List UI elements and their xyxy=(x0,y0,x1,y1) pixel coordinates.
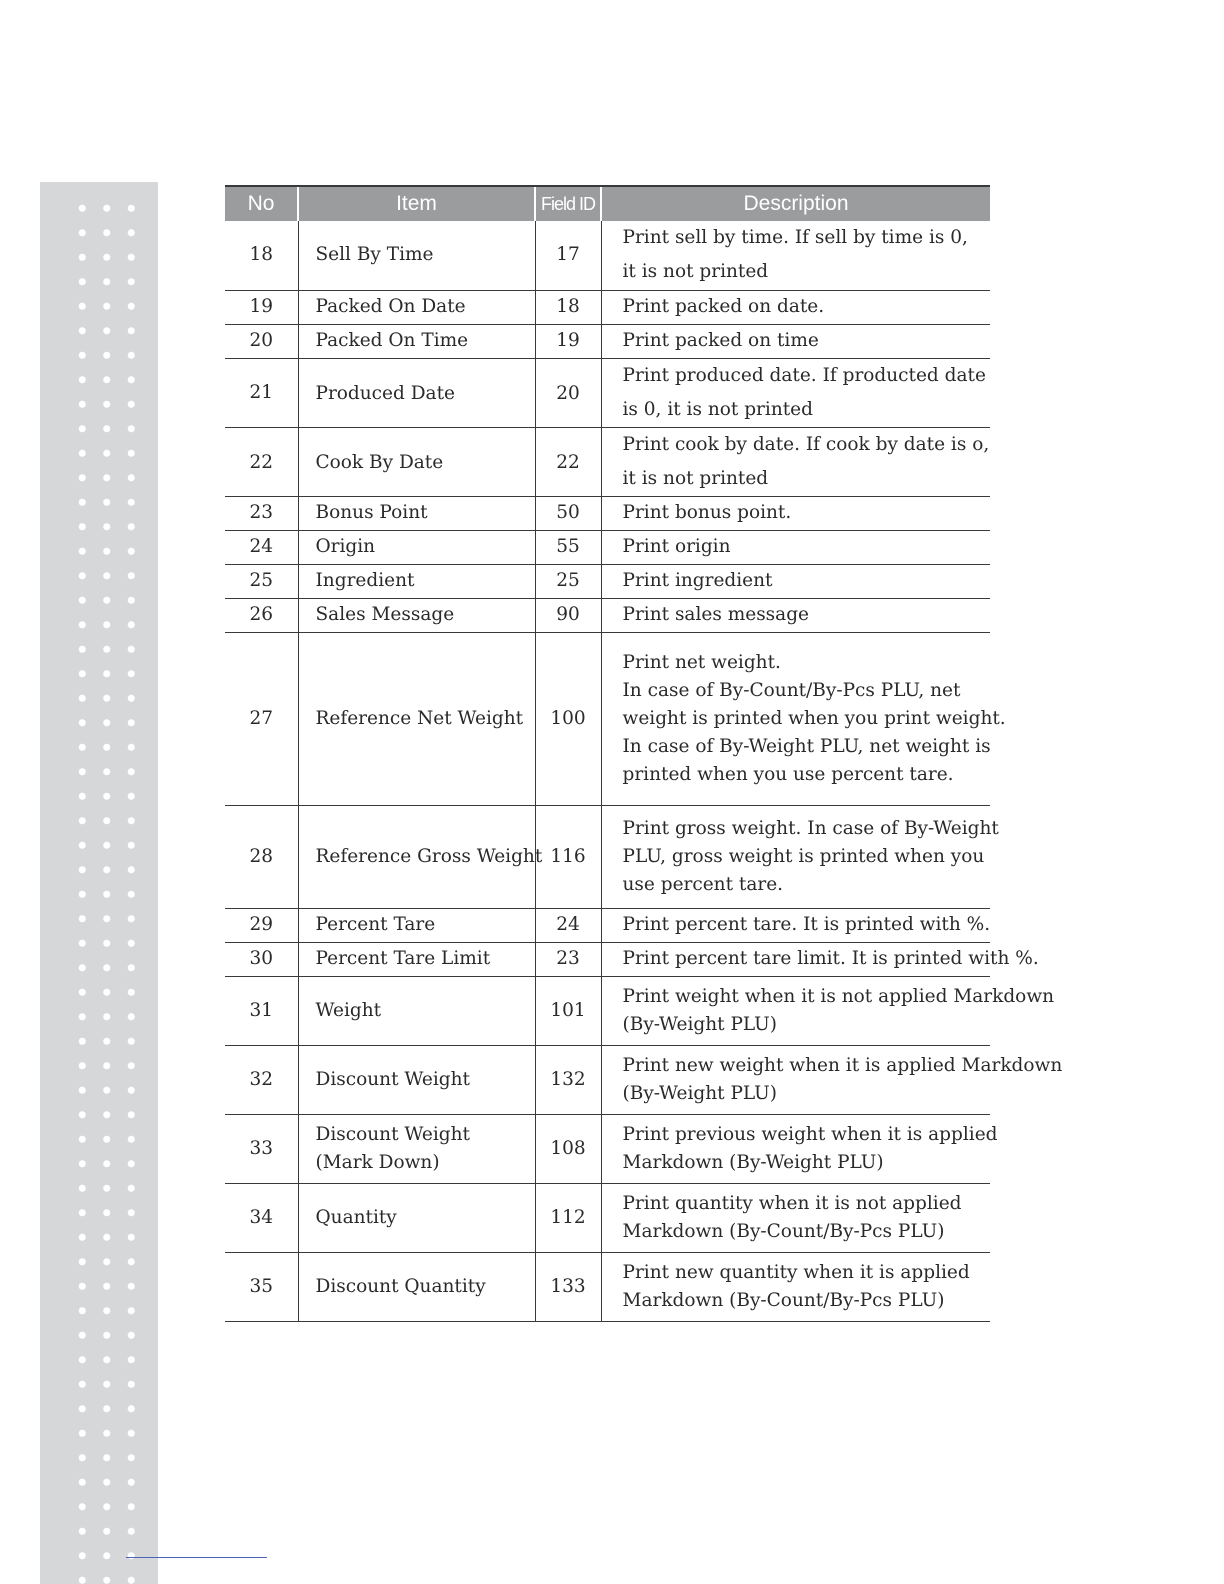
item-line: Packed On Time xyxy=(315,330,469,351)
item-line: Origin xyxy=(315,536,376,557)
table-row xyxy=(225,1045,990,1114)
description-line: Print percent tare. It is printed with %. xyxy=(622,914,991,935)
table-row xyxy=(225,496,990,530)
description-line: Print packed on date. xyxy=(622,296,825,317)
cell-field-id: 133 xyxy=(535,1252,601,1321)
cell-description xyxy=(601,290,990,324)
cell-no: 19 xyxy=(225,290,298,324)
item-line: Quantity xyxy=(315,1206,397,1228)
cell-no: 24 xyxy=(225,530,298,564)
cell-no: 25 xyxy=(225,564,298,598)
cell-item xyxy=(298,632,535,805)
cell-no: 29 xyxy=(225,908,298,942)
header-row xyxy=(225,186,990,221)
item-line: Ingredient xyxy=(315,570,415,591)
cell-field-id: 17 xyxy=(535,221,601,290)
description-line: Print previous weight when it is applied xyxy=(622,1123,998,1145)
cell-field-id: 23 xyxy=(535,942,601,976)
cell-field-id: 108 xyxy=(535,1114,601,1183)
cell-item xyxy=(298,290,535,324)
description-line: In case of By-Count/By-Pcs PLU, net xyxy=(622,679,961,701)
cell-field-id: 55 xyxy=(535,530,601,564)
cell-field-id: 20 xyxy=(535,358,601,427)
item-line: Reference Gross Weight xyxy=(315,845,543,867)
cell-no: 22 xyxy=(225,427,298,496)
cell-no: 30 xyxy=(225,942,298,976)
cell-description xyxy=(601,564,990,598)
item-line: Sell By Time xyxy=(315,244,434,266)
table-row xyxy=(225,564,990,598)
description-line: printed when you use percent tare. xyxy=(622,763,954,785)
description-line: Print sales message xyxy=(622,604,809,625)
cell-item xyxy=(298,598,535,632)
description-line: Print new weight when it is applied Markdown xyxy=(622,1054,1063,1076)
cell-item xyxy=(298,1183,535,1252)
table-row xyxy=(225,221,990,290)
description-line: it is not printed xyxy=(622,261,769,283)
cell-item xyxy=(298,1114,535,1183)
cell-description xyxy=(601,976,1055,1045)
footer-rule xyxy=(126,1557,267,1558)
description-line: Print net weight. xyxy=(622,651,781,673)
table-row xyxy=(225,530,990,564)
cell-no: 18 xyxy=(225,221,298,290)
table-row xyxy=(225,324,990,358)
cell-no: 31 xyxy=(225,976,298,1045)
cell-description xyxy=(601,324,990,358)
table-row xyxy=(225,942,990,976)
cell-item xyxy=(298,942,535,976)
header-no: No xyxy=(225,186,298,221)
cell-item xyxy=(298,427,535,496)
cell-item xyxy=(298,221,535,290)
description-line: Print gross weight. In case of By-Weight xyxy=(622,817,999,839)
cell-item xyxy=(298,564,535,598)
table-row xyxy=(225,358,990,427)
cell-description xyxy=(601,1045,1063,1114)
cell-no: 32 xyxy=(225,1045,298,1114)
cell-description xyxy=(601,632,1006,805)
item-line: Percent Tare xyxy=(315,914,436,935)
description-line: is 0, it is not printed xyxy=(622,398,813,420)
cell-field-id: 22 xyxy=(535,427,601,496)
cell-field-id: 19 xyxy=(535,324,601,358)
description-line: Print quantity when it is not applied xyxy=(622,1192,962,1214)
description-line: Print origin xyxy=(622,536,731,557)
cell-field-id: 101 xyxy=(535,976,601,1045)
cell-no: 27 xyxy=(225,632,298,805)
cell-field-id: 90 xyxy=(535,598,601,632)
table-row xyxy=(225,908,990,942)
item-line: Discount Weight xyxy=(315,1068,470,1090)
cell-description xyxy=(601,908,990,942)
cell-item xyxy=(298,324,535,358)
description-line: (By-Weight PLU) xyxy=(622,1013,777,1035)
cell-field-id: 18 xyxy=(535,290,601,324)
item-line: Discount Quantity xyxy=(315,1275,486,1297)
description-line: In case of By-Weight PLU, net weight is xyxy=(622,735,991,757)
cell-description xyxy=(601,1114,998,1183)
cell-item xyxy=(298,496,535,530)
cell-no: 28 xyxy=(225,805,298,908)
item-line: Reference Net Weight xyxy=(315,707,524,729)
cell-field-id: 132 xyxy=(535,1045,601,1114)
item-line: Sales Message xyxy=(315,604,455,625)
header-item: Item xyxy=(298,186,535,221)
cell-field-id: 100 xyxy=(535,632,601,805)
cell-item xyxy=(298,530,535,564)
cell-item xyxy=(298,1252,535,1321)
table-row xyxy=(225,427,990,496)
cell-description xyxy=(601,942,1039,976)
description-line: weight is printed when you print weight. xyxy=(622,707,1006,729)
description-line: use percent tare. xyxy=(622,873,784,895)
dot-pattern xyxy=(70,196,144,1584)
decorative-side-strip xyxy=(40,182,158,1584)
cell-field-id: 25 xyxy=(535,564,601,598)
cell-description xyxy=(601,1183,990,1252)
cell-no: 35 xyxy=(225,1252,298,1321)
description-line: Markdown (By-Weight PLU) xyxy=(622,1151,884,1173)
description-line: Print percent tare limit. It is printed with %. xyxy=(622,948,1039,969)
table-row xyxy=(225,1252,990,1321)
item-line: Percent Tare Limit xyxy=(315,948,491,969)
description-line: (By-Weight PLU) xyxy=(622,1082,777,1104)
description-line: PLU, gross weight is printed when you xyxy=(622,845,985,867)
table-row xyxy=(225,1114,990,1183)
cell-no: 33 xyxy=(225,1114,298,1183)
description-line: Print packed on time xyxy=(622,330,819,351)
field-table xyxy=(225,185,1063,1322)
cell-field-id: 50 xyxy=(535,496,601,530)
description-line: Print ingredient xyxy=(622,570,773,591)
description-line: Print cook by date. If cook by date is o, xyxy=(622,433,990,455)
item-line: (Mark Down) xyxy=(315,1151,440,1173)
table-row xyxy=(225,598,990,632)
item-line: Bonus Point xyxy=(315,502,428,523)
cell-description xyxy=(601,805,999,908)
description-line: Print bonus point. xyxy=(622,502,792,523)
cell-description xyxy=(601,530,990,564)
cell-field-id: 116 xyxy=(535,805,601,908)
item-line: Produced Date xyxy=(315,383,455,404)
cell-item xyxy=(298,1045,535,1114)
cell-description xyxy=(601,598,990,632)
cell-description xyxy=(601,221,990,290)
cell-field-id: 112 xyxy=(535,1183,601,1252)
description-line: it is not printed xyxy=(622,467,769,489)
table-row xyxy=(225,290,990,324)
cell-no: 23 xyxy=(225,496,298,530)
cell-description xyxy=(601,1252,990,1321)
item-line: Packed On Date xyxy=(315,296,466,317)
cell-description xyxy=(601,427,990,496)
description-line: Print weight when it is not applied Markdown xyxy=(622,985,1055,1007)
item-line: Weight xyxy=(315,999,382,1021)
description-line: Markdown (By-Count/By-Pcs PLU) xyxy=(622,1220,945,1242)
description-line: Print new quantity when it is applied xyxy=(622,1261,970,1283)
cell-no: 21 xyxy=(225,358,298,427)
cell-no: 26 xyxy=(225,598,298,632)
table-row xyxy=(225,976,990,1045)
cell-no: 20 xyxy=(225,324,298,358)
table-row xyxy=(225,805,990,908)
cell-description xyxy=(601,496,990,530)
cell-description xyxy=(601,358,990,427)
cell-field-id: 24 xyxy=(535,908,601,942)
item-line: Discount Weight xyxy=(315,1123,470,1145)
cell-item xyxy=(298,805,543,908)
table-row xyxy=(225,1183,990,1252)
cell-item xyxy=(298,908,535,942)
header-description: Description xyxy=(601,186,990,221)
description-line: Markdown (By-Count/By-Pcs PLU) xyxy=(622,1289,945,1311)
description-line: Print sell by time. If sell by time is 0, xyxy=(622,227,968,249)
table-row xyxy=(225,632,990,805)
cell-item xyxy=(298,976,535,1045)
header-field-id: Field ID xyxy=(535,186,601,221)
item-line: Cook By Date xyxy=(315,452,444,473)
description-line: Print produced date. If producted date xyxy=(622,364,986,386)
cell-no: 34 xyxy=(225,1183,298,1252)
cell-item xyxy=(298,358,535,427)
